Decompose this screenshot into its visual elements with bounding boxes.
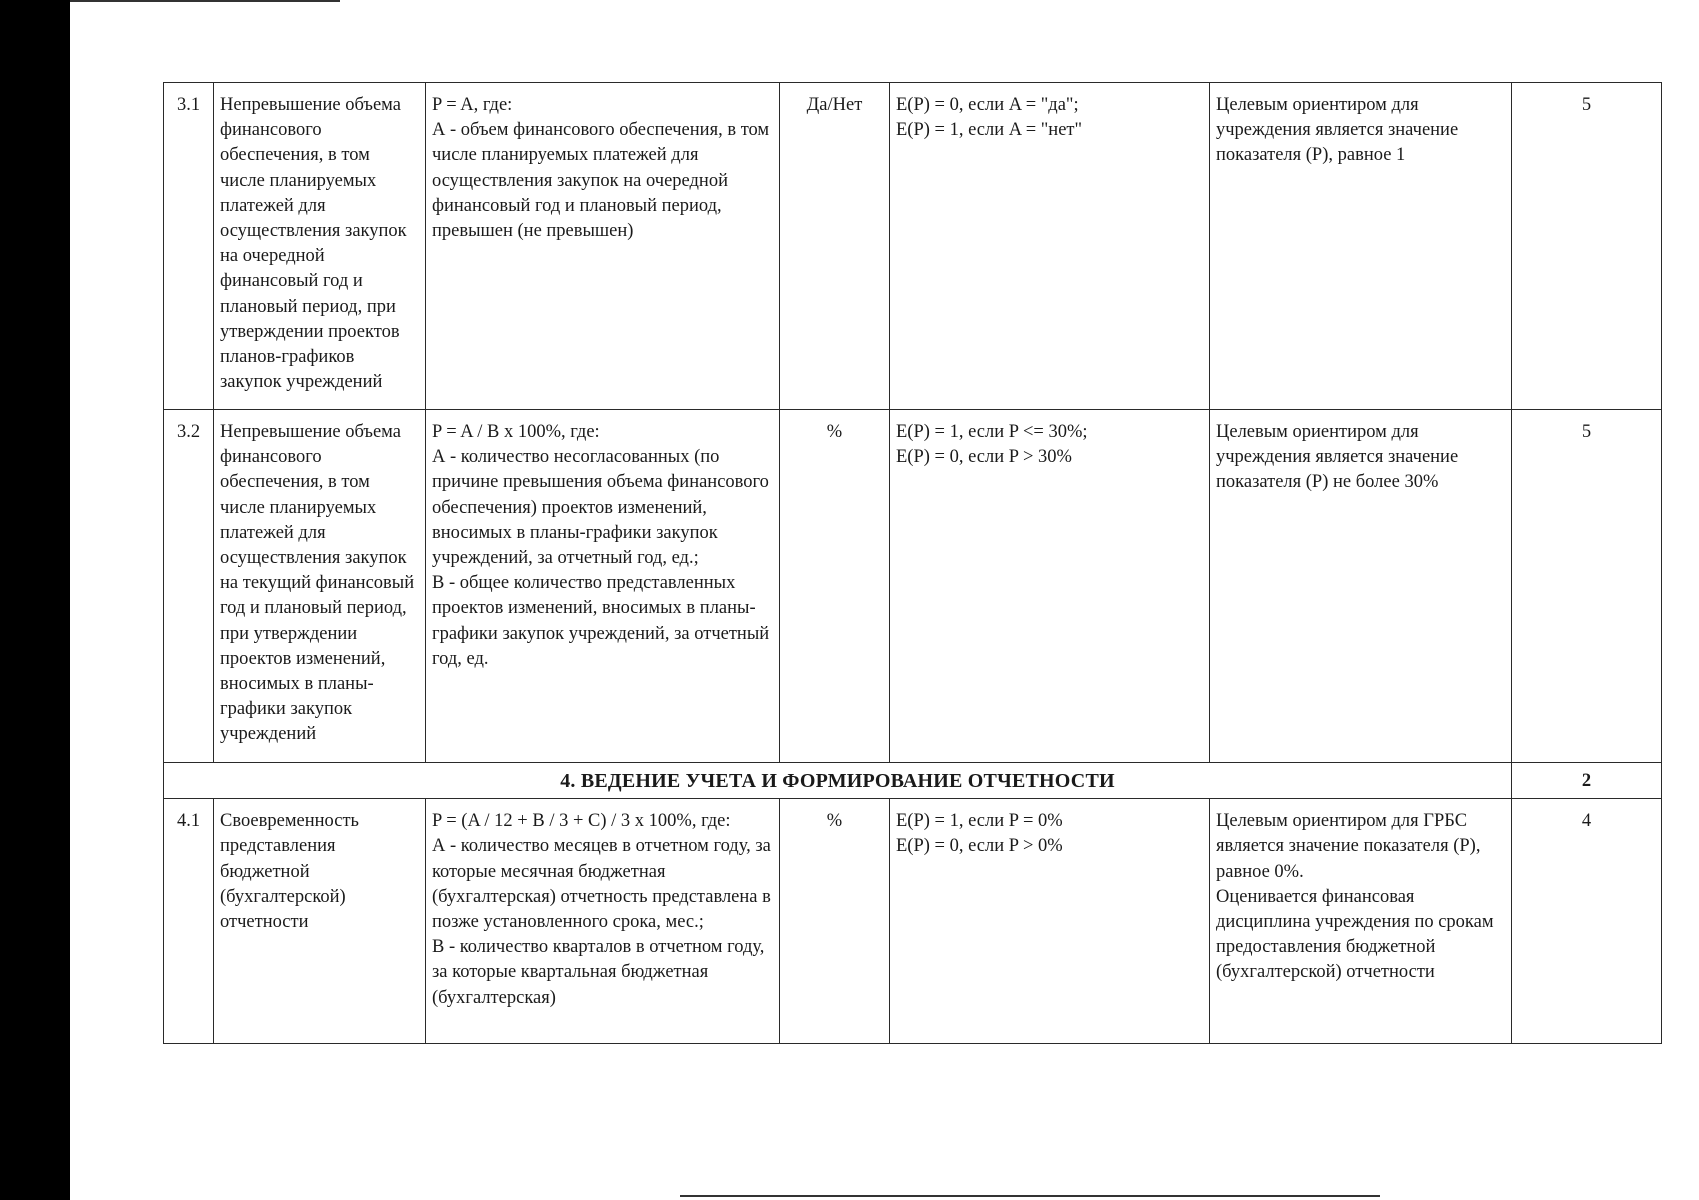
table-row xyxy=(164,410,1662,763)
indicator-formula: P = (A / 12 + B / 3 + C) / 3 x 100%, где: А - количество месяцев в отчетном году, за которые месячная бюджетная (бухгалтерская) отчетность представлена в позже установленного срока, мес.; В - количество кварталов в отчетном году, за которые квартальная бюджетная (бухгалтерская) xyxy=(426,799,780,1044)
indicator-formula: P = A, где: А - объем финансового обеспечения, в том числе планируемых платежей для осуществления закупок на очередной финансовый год и плановый период, превышен (не превышен) xyxy=(426,83,780,410)
section-weight: 2 xyxy=(1512,763,1662,799)
row-number: 3.2 xyxy=(164,410,214,763)
indicator-name: Непревышение объема финансового обеспечения, в том числе планируемых платежей для осуществления закупок на очередной финансовый год и плановый период, при утверждении проектов планов-графиков закупок учреждений xyxy=(214,83,426,410)
indicator-weight: 4 xyxy=(1512,799,1662,1044)
indicator-name: Своевременность представления бюджетной (бухгалтерской) отчетности xyxy=(214,799,426,1044)
target-description: Целевым ориентиром для учреждения является значение показателя (P) не более 30% xyxy=(1210,410,1512,763)
row-number: 3.1 xyxy=(164,83,214,410)
document-sheet xyxy=(163,82,1661,1044)
target-description: Целевым ориентиром для ГРБС является значение показателя (P), равное 0%. Оценивается финансовая дисциплина учреждения по срокам предоставления бюджетной (бухгалтерской) отчетности xyxy=(1210,799,1512,1044)
row-number: 4.1 xyxy=(164,799,214,1044)
evaluation-rule: E(P) = 0, если A = "да"; E(P) = 1, если A = "нет" xyxy=(890,83,1210,410)
evaluation-rule: E(P) = 1, если P = 0% E(P) = 0, если P > 0% xyxy=(890,799,1210,1044)
table-row xyxy=(164,83,1662,410)
scan-edge-shadow xyxy=(0,0,70,1200)
unit-of-measure: Да/Нет xyxy=(780,83,890,410)
bottom-rule xyxy=(680,1195,1380,1197)
unit-of-measure: % xyxy=(780,410,890,763)
indicator-formula: P = A / B x 100%, где: А - количество несогласованных (по причине превышения объема финансового обеспечения) проектов изменений, вносимых в планы-графики закупок учреждений, за отчетный год, ед.; В - общее количество представленных проектов изменений, вносимых в планы-графики закупок учреждений, за отчетный год, ед. xyxy=(426,410,780,763)
evaluation-rule: E(P) = 1, если P <= 30%; E(P) = 0, если P > 30% xyxy=(890,410,1210,763)
target-description: Целевым ориентиром для учреждения является значение показателя (P), равное 1 xyxy=(1210,83,1512,410)
indicator-weight: 5 xyxy=(1512,410,1662,763)
indicator-name: Непревышение объема финансового обеспечения, в том числе планируемых платежей для осуществления закупок на текущий финансовый год и плановый период, при утверждении проектов изменений, вносимых в планы-графики закупок учреждений xyxy=(214,410,426,763)
section-title: 4. ВЕДЕНИЕ УЧЕТА И ФОРМИРОВАНИЕ ОТЧЕТНОСТИ xyxy=(164,763,1512,799)
unit-of-measure: % xyxy=(780,799,890,1044)
top-rule xyxy=(70,0,340,2)
section-header-row xyxy=(164,763,1662,799)
indicators-table xyxy=(163,82,1662,1044)
table-row xyxy=(164,799,1662,1044)
indicator-weight: 5 xyxy=(1512,83,1662,410)
